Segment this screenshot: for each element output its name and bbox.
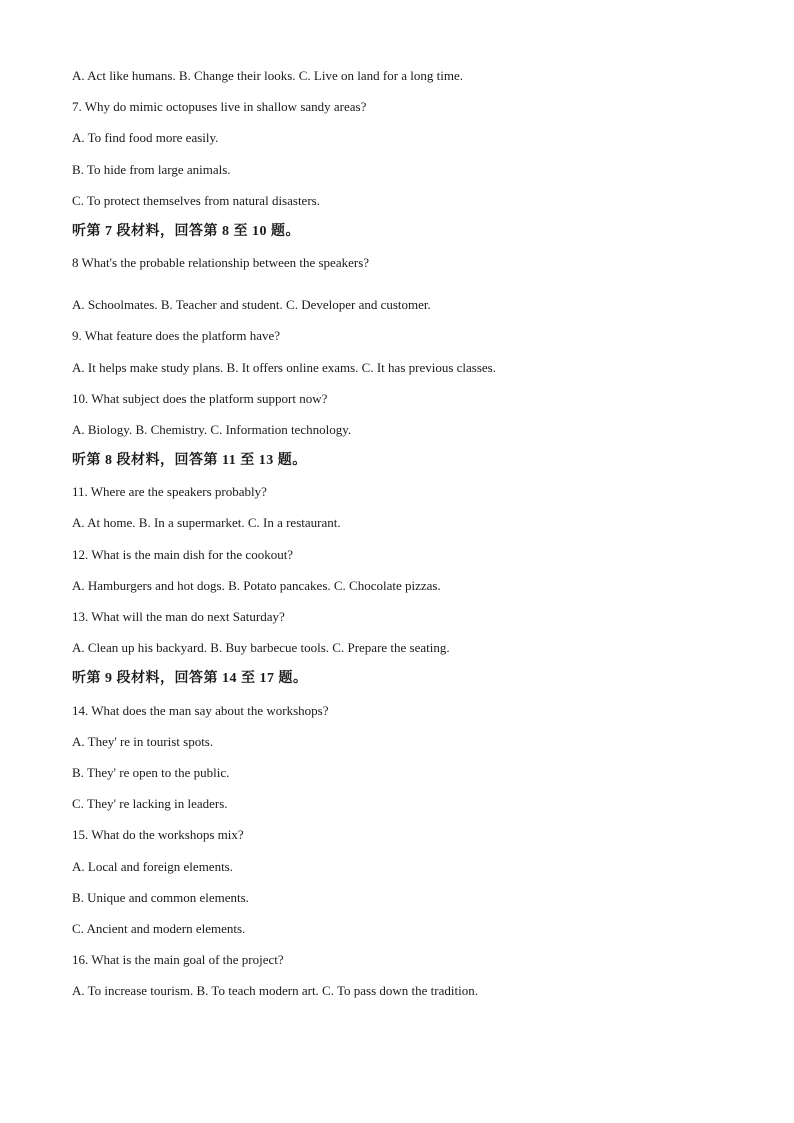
document-page xyxy=(72,66,732,1012)
answer-options-line: A. Hamburgers and hot dogs. B. Potato pancakes. C. Chocolate pizzas. xyxy=(72,577,441,593)
question-7: 7. Why do mimic octopuses live in shallow sandy areas? xyxy=(72,99,367,115)
answer-options-line: A. To increase tourism. B. To teach modern art. C. To pass down the tradition. xyxy=(72,983,478,999)
answer-option-b: B. Unique and common elements. xyxy=(72,889,249,905)
question-16: 16. What is the main goal of the project? xyxy=(72,952,284,968)
answer-options-line: A. Clean up his backyard. B. Buy barbecue tools. C. Prepare the seating. xyxy=(72,640,450,656)
answer-option-c: C. They' re lacking in leaders. xyxy=(72,796,228,812)
question-8: 8 What's the probable relationship between the speakers? xyxy=(72,255,370,271)
answer-options-line: A. Schoolmates. B. Teacher and student. C. Developer and customer. xyxy=(72,297,431,313)
question-15: 15. What do the workshops mix? xyxy=(72,827,244,843)
section-heading-7: 听第 7 段材料，回答第 8 至 10 题。 xyxy=(72,223,300,239)
answer-option-a: A. To find food more easily. xyxy=(72,130,219,146)
question-13: 13. What will the man do next Saturday? xyxy=(72,609,285,624)
answer-options-line: A. It helps make study plans. B. It offers online exams. C. It has previous classes. xyxy=(72,359,496,375)
answer-option-c: C. Ancient and modern elements. xyxy=(72,920,246,936)
section-heading-8: 听第 8 段材料，回答第 11 至 13 题。 xyxy=(72,453,307,469)
answer-option-b: B. To hide from large animals. xyxy=(72,161,231,177)
question-11: 11. Where are the speakers probably? xyxy=(72,484,267,500)
question-12: 12. What is the main dish for the cookout? xyxy=(72,546,294,562)
answer-option-a: A. Local and foreign elements. xyxy=(72,858,233,874)
question-14: 14. What does the man say about the workshops? xyxy=(72,702,329,718)
answer-options-line: A. Biology. B. Chemistry. C. Information technology. xyxy=(72,421,352,437)
answer-option-c: C. To protect themselves from natural disasters. xyxy=(72,192,320,208)
answer-option-a: A. They' re in tourist spots. xyxy=(72,733,214,749)
answer-option-b: B. They' re open to the public. xyxy=(72,764,230,780)
answer-options-line: A. Act like humans. B. Change their looks. C. Live on land for a long time. xyxy=(72,68,464,83)
question-9: 9. What feature does the platform have? xyxy=(72,328,281,344)
question-10: 10. What subject does the platform support now? xyxy=(72,390,328,406)
section-heading-9: 听第 9 段材料，回答第 14 至 17 题。 xyxy=(72,671,308,687)
answer-options-line: A. At home. B. In a supermarket. C. In a restaurant. xyxy=(72,515,341,531)
